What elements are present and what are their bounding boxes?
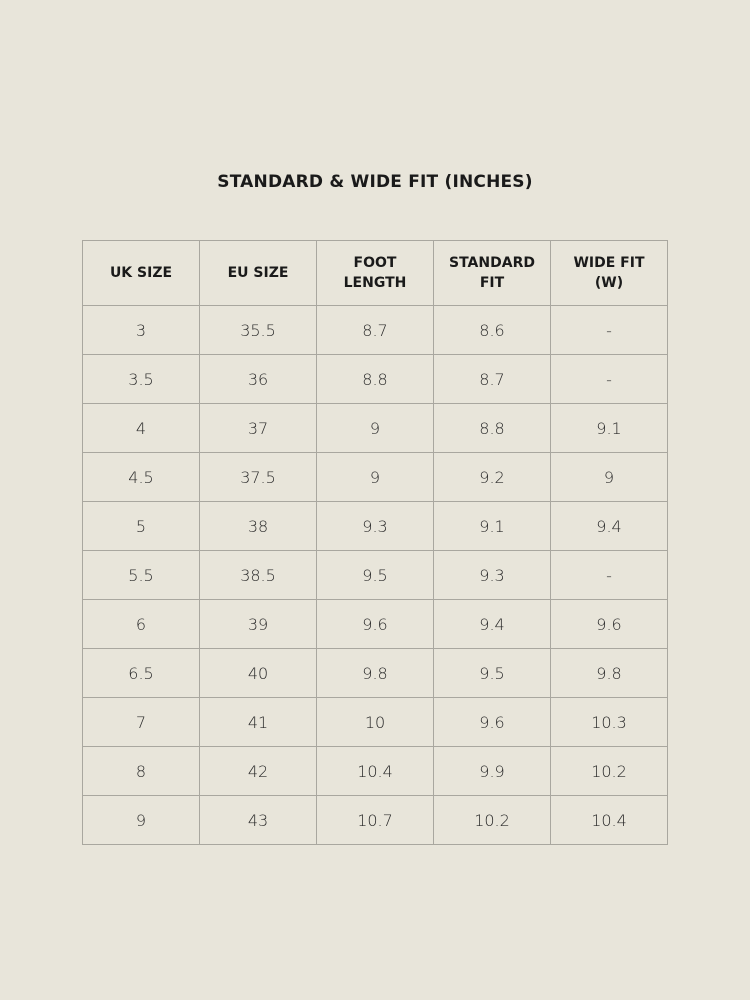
cell-eu-size: 38.5	[200, 551, 317, 600]
table-body	[83, 306, 668, 845]
cell-uk-size: 3	[83, 306, 200, 355]
cell-eu-size: 36	[200, 355, 317, 404]
cell-foot-length: 10.7	[317, 796, 434, 845]
size-chart-table	[82, 240, 668, 845]
table-row	[83, 698, 668, 747]
table-row	[83, 551, 668, 600]
cell-wide-fit: 10.4	[551, 796, 668, 845]
cell-wide-fit: -	[551, 306, 668, 355]
cell-uk-size: 3.5	[83, 355, 200, 404]
cell-eu-size: 37.5	[200, 453, 317, 502]
cell-standard-fit: 9.5	[434, 649, 551, 698]
cell-foot-length: 9.8	[317, 649, 434, 698]
cell-wide-fit: 9	[551, 453, 668, 502]
table-row	[83, 453, 668, 502]
cell-foot-length: 9	[317, 453, 434, 502]
cell-standard-fit: 9.4	[434, 600, 551, 649]
cell-uk-size: 6	[83, 600, 200, 649]
cell-foot-length: 10	[317, 698, 434, 747]
cell-foot-length: 10.4	[317, 747, 434, 796]
table-row	[83, 404, 668, 453]
cell-uk-size: 7	[83, 698, 200, 747]
cell-standard-fit: 9.9	[434, 747, 551, 796]
cell-eu-size: 39	[200, 600, 317, 649]
page-title: STANDARD & WIDE FIT (INCHES)	[217, 172, 533, 192]
cell-eu-size: 38	[200, 502, 317, 551]
cell-uk-size: 8	[83, 747, 200, 796]
cell-foot-length: 9.6	[317, 600, 434, 649]
table-row	[83, 649, 668, 698]
cell-wide-fit: 9.4	[551, 502, 668, 551]
table-row	[83, 502, 668, 551]
header-uk-size: UK SIZE	[83, 241, 200, 306]
table-row	[83, 355, 668, 404]
cell-wide-fit: -	[551, 355, 668, 404]
cell-foot-length: 9	[317, 404, 434, 453]
cell-uk-size: 9	[83, 796, 200, 845]
cell-eu-size: 41	[200, 698, 317, 747]
header-foot-length: FOOT LENGTH	[317, 241, 434, 306]
cell-wide-fit: 9.8	[551, 649, 668, 698]
cell-eu-size: 37	[200, 404, 317, 453]
header-eu-size: EU SIZE	[200, 241, 317, 306]
cell-foot-length: 9.3	[317, 502, 434, 551]
table-row	[83, 600, 668, 649]
table-header-row	[83, 241, 668, 306]
cell-foot-length: 8.7	[317, 306, 434, 355]
cell-foot-length: 9.5	[317, 551, 434, 600]
table-row	[83, 306, 668, 355]
header-standard-fit: STANDARD FIT	[434, 241, 551, 306]
cell-eu-size: 40	[200, 649, 317, 698]
cell-uk-size: 5	[83, 502, 200, 551]
cell-uk-size: 5.5	[83, 551, 200, 600]
cell-standard-fit: 9.3	[434, 551, 551, 600]
cell-standard-fit: 8.6	[434, 306, 551, 355]
header-wide-fit: WIDE FIT (W)	[551, 241, 668, 306]
cell-wide-fit: 10.3	[551, 698, 668, 747]
cell-uk-size: 4.5	[83, 453, 200, 502]
table-row	[83, 796, 668, 845]
cell-wide-fit: 9.1	[551, 404, 668, 453]
cell-eu-size: 35.5	[200, 306, 317, 355]
cell-wide-fit: 9.6	[551, 600, 668, 649]
cell-wide-fit: -	[551, 551, 668, 600]
cell-eu-size: 43	[200, 796, 317, 845]
cell-standard-fit: 8.8	[434, 404, 551, 453]
cell-eu-size: 42	[200, 747, 317, 796]
cell-foot-length: 8.8	[317, 355, 434, 404]
cell-wide-fit: 10.2	[551, 747, 668, 796]
cell-uk-size: 4	[83, 404, 200, 453]
cell-standard-fit: 9.6	[434, 698, 551, 747]
cell-uk-size: 6.5	[83, 649, 200, 698]
cell-standard-fit: 8.7	[434, 355, 551, 404]
table-row	[83, 747, 668, 796]
cell-standard-fit: 10.2	[434, 796, 551, 845]
cell-standard-fit: 9.1	[434, 502, 551, 551]
cell-standard-fit: 9.2	[434, 453, 551, 502]
